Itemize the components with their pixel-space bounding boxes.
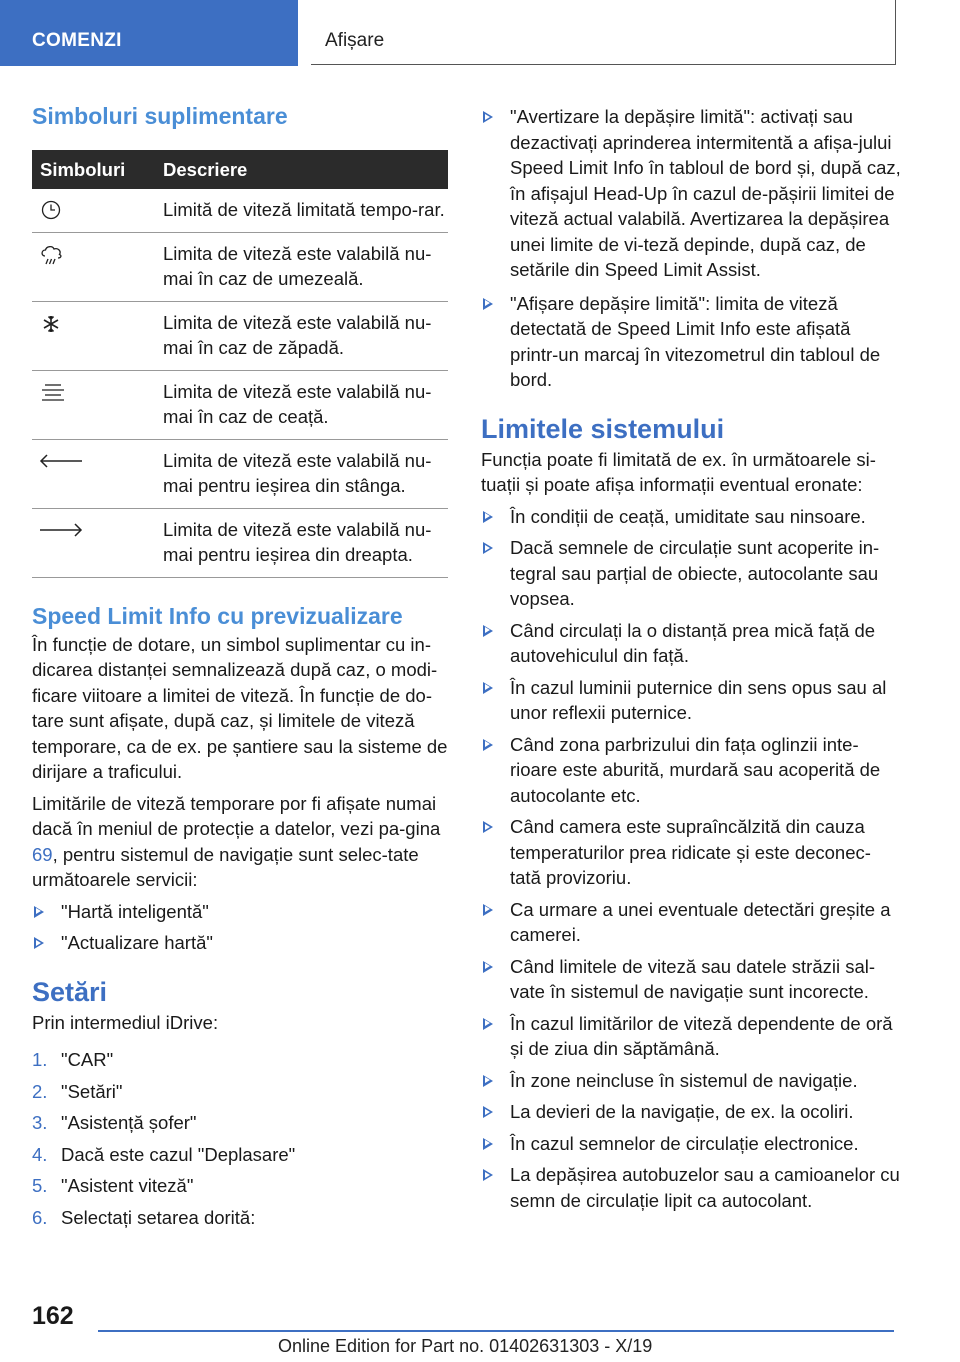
list-item: 2. "Setări" [32, 1080, 123, 1102]
list-item: 6. Selectați setarea dorită: [32, 1206, 256, 1228]
row-text: Limită de viteză limitată tempo-rar. [163, 189, 448, 232]
bullet-triangle-icon [483, 1138, 493, 1150]
table-row [32, 232, 448, 301]
row-text: Limita de viteză este valabilă nu-mai pentru ieșirea din stânga. [163, 439, 448, 508]
list-item: Ca urmare a unei eventuale detectări greșite a camerei. [481, 897, 901, 948]
bullet-triangle-icon [483, 298, 493, 310]
bullet-triangle-icon [483, 1106, 493, 1118]
limits-intro: Funcția poate fi limitată de ex. în următoarele si-tuații și poate afișa informații eventual eronate: [481, 448, 876, 495]
page-link[interactable]: 69 [32, 843, 53, 865]
list-item: Când limitele de viteză sau datele străzii sal-vate în sistemul de navigație sunt incorecte. [481, 954, 901, 1005]
preview-paragraph-2: Limitările de viteză temporare por fi afișate numai dacă în meniul de protecție a datelor, vezi pa-gina 69, pentru sistemul de navigație sunt selec-tate următoarele servicii: [32, 792, 441, 890]
section-title: COMENZI [32, 30, 122, 51]
list-item: "Avertizare la depășire limită": activați sau dezactivați aprinderea intermitentă a afișa-jului Speed Limit Info în tabloul de bord și, după caz, în afișajul Head-Up în cazul de-pășirii limitei de viteză actual valabilă. Avertizarea la depășirea unei limite de vi-teză depinde, după caz, de setările din Speed Limit Assist. [481, 104, 901, 283]
list-item: "Afișare depășire limită": limita de viteză detectată de Speed Limit Info este afișată printr-un marcaj în vitezometrul din tabloul de bord. [481, 291, 901, 393]
bullet-triangle-icon [483, 904, 493, 916]
list-item: La devieri de la navigație, de ex. la ocoliri. [481, 1099, 901, 1125]
preview-paragraph-1: În funcție de dotare, un simbol suplimentar cu in-dicarea distanței semnalizează după caz, o modi-ficare viitoare a limitei de viteză. În funcție de do-tare sunt afișate, după caz, și limitele de viteză temporare, ca de ex. pe șantiere sau la sisteme de dirijare a traficului. [32, 633, 448, 782]
fog-icon [38, 381, 68, 405]
bullet-triangle-icon [483, 821, 493, 833]
list-item: Când zona parbrizului din fața oglinzii inte-rioare este aburită, murdară sau acoperită de autocolante etc. [481, 732, 901, 809]
heading-system-limits: Limitele sistemului [481, 413, 725, 444]
bullet-triangle-icon [483, 1018, 493, 1030]
heading-preview: Speed Limit Info cu previzualizare [32, 602, 403, 629]
bullet-triangle-icon [483, 682, 493, 694]
arrow-left-icon [38, 450, 84, 472]
list-item: 1. "CAR" [32, 1049, 114, 1070]
bullet-triangle-icon [483, 1075, 493, 1087]
table-row [32, 189, 448, 232]
table-row [32, 439, 448, 508]
list-item: Dacă semnele de circulație sunt acoperite in-tegral sau parțial de obiecte, autocolante sau vopsea. [481, 535, 901, 612]
table-header [32, 150, 448, 189]
heading-settings: Setări [32, 976, 108, 1007]
list-item: 5. "Asistent viteză" [32, 1175, 194, 1196]
snowflake-icon [38, 312, 64, 336]
list-item: În cazul luminii puternice din sens opus sau al unor reflexii puternice. [481, 675, 901, 726]
chapter-tab [311, 0, 896, 65]
list-item: 4. Dacă este cazul "Deplasare" [32, 1143, 296, 1165]
bullet-triangle-icon [34, 937, 44, 949]
list-item: La depășirea autobuzelor sau a camioanelor cu semn de circulație lipit ca autocolant. [481, 1162, 901, 1213]
list-item: În cazul semnelor de circulație electronice. [481, 1131, 901, 1157]
table-row [32, 370, 448, 439]
table-row [32, 301, 448, 370]
symbols-table [32, 150, 448, 578]
bullet-triangle-icon [483, 961, 493, 973]
row-text: Limita de viteză este valabilă nu-mai pentru ieșirea din dreapta. [163, 508, 448, 577]
list-item: "Actualizare hartă" [32, 930, 448, 956]
list-item: În zone neincluse în sistemul de navigație. [481, 1068, 901, 1094]
list-item: Când camera este supraîncălzită din cauza temperaturilor prea ridicate și este deconec-tată provizoriu. [481, 814, 901, 891]
col-symbols: Simboluri [32, 150, 163, 189]
bullet-triangle-icon [34, 906, 44, 918]
clock-icon [38, 199, 64, 221]
section-tab [0, 0, 298, 66]
list-item: În condiții de ceață, umiditate sau ninsoare. [481, 504, 901, 530]
bullet-triangle-icon [483, 511, 493, 523]
list-item: Când circulați la o distanță prea mică față de autovehiculul din față. [481, 618, 901, 669]
arrow-right-icon [38, 519, 84, 541]
row-text: Limita de viteză este valabilă nu-mai în caz de ceață. [163, 370, 448, 439]
row-text: Limita de viteză este valabilă nu-mai în caz de umezeală. [163, 232, 448, 301]
left-column [32, 100, 448, 1230]
col-description: Descriere [163, 150, 448, 189]
right-column [481, 104, 901, 1213]
footer-divider [98, 1330, 894, 1332]
list-item: "Hartă inteligentă" [32, 899, 448, 925]
settings-intro: Prin intermediul iDrive: [32, 1011, 219, 1033]
bullet-triangle-icon [483, 542, 493, 554]
list-item: În cazul limitărilor de viteză dependente de oră și de ziua din săptămână. [481, 1011, 901, 1062]
bullet-triangle-icon [483, 111, 493, 123]
rain-icon [38, 243, 66, 267]
chapter-title: Afișare [325, 30, 385, 51]
heading-additional-symbols: Simboluri suplimentare [32, 103, 288, 129]
page-header [0, 0, 960, 66]
list-item: 3. "Asistență șofer" [32, 1112, 197, 1133]
table-row [32, 508, 448, 577]
footer-edition: Online Edition for Part no. 01402631303 - X/19 [278, 1336, 653, 1356]
page-number: 162 [32, 1302, 74, 1330]
bullet-triangle-icon [483, 625, 493, 637]
bullet-triangle-icon [483, 1169, 493, 1181]
row-text: Limita de viteză este valabilă nu-mai în caz de zăpadă. [163, 301, 448, 370]
bullet-triangle-icon [483, 739, 493, 751]
